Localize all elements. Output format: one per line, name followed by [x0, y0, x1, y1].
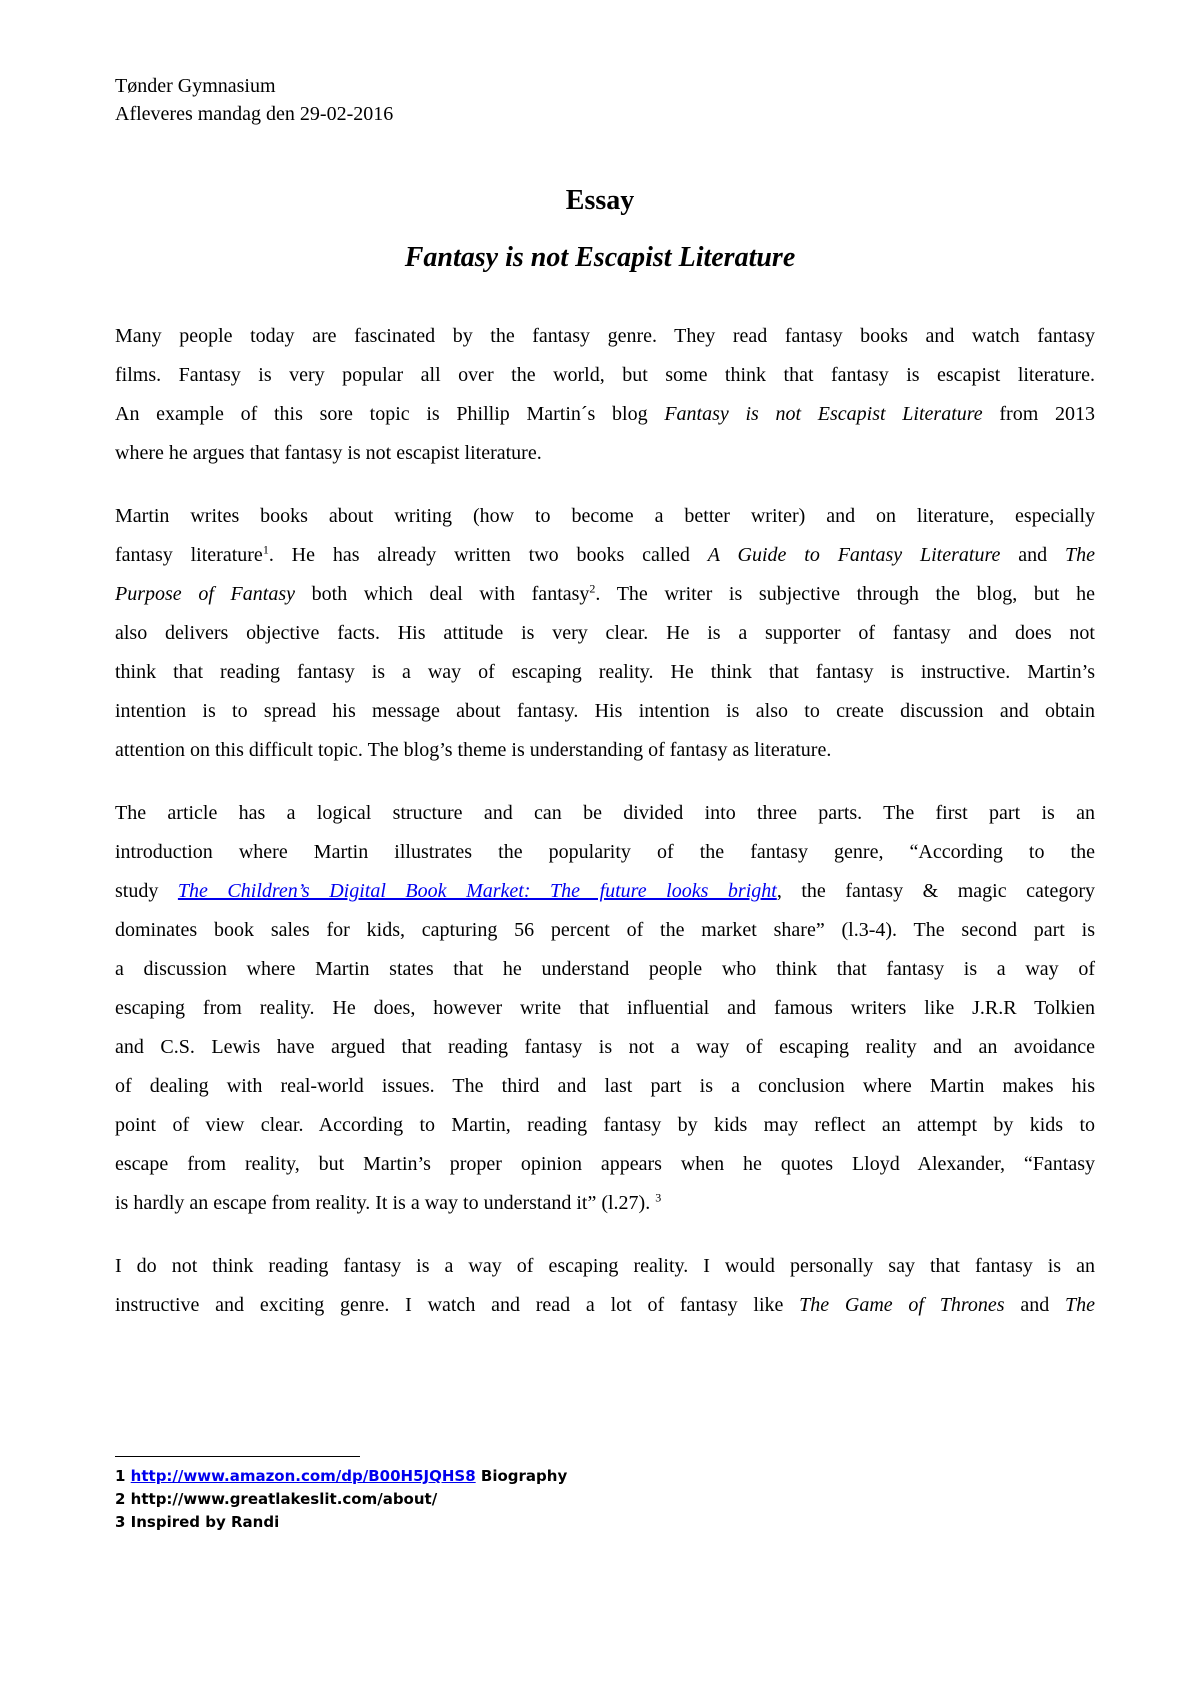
text-line: fantasy literature$^1$. He has already written two books called A Guide to Fantasy Literature and The	[115, 542, 1095, 566]
essay-title: Fantasy is not Escapist Literature	[404, 242, 796, 273]
text-line: instructive and exciting genre. I watch and read a lot of fantasy like The Game of Thrones and The	[115, 1294, 1095, 1316]
series-title: The Game of Thrones	[799, 1294, 1005, 1316]
blog-title: Fantasy is not Escapist Literature	[664, 403, 983, 425]
text-line: also delivers objective facts. His attitude is very clear. He is a supporter of fantasy and does not	[115, 622, 1095, 644]
due-date-line: Afleveres mandag den 29-02-2016	[115, 103, 394, 125]
book-title: The	[1065, 544, 1095, 566]
essay-label: Essay	[565, 185, 635, 216]
footnote-2-text: http://www.greatlakeslit.com/about/	[130, 1490, 438, 1508]
text-line: escape from reality, but Martin’s proper opinion appears when he quotes Lloyd Alexander, “Fantasy	[115, 1153, 1095, 1175]
text-line: and C.S. Lewis have argued that reading fantasy is not a way of escaping reality and an avoidance	[115, 1036, 1095, 1058]
book-title: A Guide to Fantasy Literature	[707, 544, 1001, 566]
text-line: intention is to spread his message about fantasy. His intention is also to create discussion and obtain	[115, 700, 1095, 722]
footnote-3-text: Inspired by Randi	[130, 1513, 280, 1531]
footnote-ref-3: 3	[655, 1190, 662, 1205]
text-line: attention on this difficult topic. The blog’s theme is understanding of fantasy as literature.	[115, 739, 832, 761]
text-line: point of view clear. According to Martin, reading fantasy by kids may reflect an attempt by kids to	[115, 1114, 1095, 1136]
text-line: a discussion where Martin states that he understand people who think that fantasy is a way of	[115, 958, 1095, 980]
footnote-separator	[115, 1456, 360, 1457]
text-line: of dealing with real-world issues. The third and last part is a conclusion where Martin makes his	[115, 1075, 1095, 1097]
text-line: think that reading fantasy is a way of escaping reality. He think that fantasy is instructive. Martin’s	[115, 661, 1095, 683]
text-line: An example of this sore topic is Phillip Martin´s blog Fantasy is not Escapist Literature from 2013	[115, 403, 1095, 425]
footnote-ref-2: 2	[589, 581, 596, 596]
text-line: The article has a logical structure and can be divided into three parts. The first part is an	[115, 802, 1095, 824]
study-link[interactable]: The Children’s Digital Book Market: The future looks bright	[177, 880, 777, 902]
text-line: escaping from reality. He does, however write that influential and famous writers like J.R.R Tolkien	[115, 997, 1095, 1019]
text-line: introduction where Martin illustrates the popularity of the fantasy genre, “According to the	[115, 841, 1095, 863]
text-line: Purpose of Fantasy both which deal with fantasy$^2$. The writer is subjective through the blog, but he	[115, 581, 1095, 605]
footnote-3: 3 Inspired by Randi	[115, 1513, 280, 1531]
text-line: where he argues that fantasy is not escapist literature.	[115, 442, 542, 464]
footnote-ref-1: 1	[262, 542, 269, 557]
book-title: Purpose of Fantasy	[115, 583, 295, 605]
text-line: study The Children’s Digital Book Market: The future looks bright, the fantasy & magic category	[115, 880, 1095, 902]
footnote-2: 2 http://www.greatlakeslit.com/about/	[115, 1490, 438, 1508]
text-line: Martin writes books about writing (how to become a better writer) and on literature, especially	[115, 505, 1095, 527]
text-line: films. Fantasy is very popular all over the world, but some think that fantasy is escapist literature.	[115, 364, 1095, 386]
text-line: dominates book sales for kids, capturing 56 percent of the market share” (l.3-4). The second part is	[115, 919, 1095, 941]
footnote-1: 1 http://www.amazon.com/dp/B00H5JQHS8 Biography	[115, 1467, 568, 1485]
school-name: Tønder Gymnasium	[115, 75, 276, 97]
text-line: is hardly an escape from reality. It is a way to understand it” (l.27). $^3$	[115, 1190, 662, 1214]
text-line: I do not think reading fantasy is a way of escaping reality. I would personally say that fantasy is an	[115, 1255, 1095, 1277]
footnote-1-link[interactable]: http://www.amazon.com/dp/B00H5JQHS8	[130, 1467, 476, 1485]
text-line: Many people today are fascinated by the fantasy genre. They read fantasy books and watch fantasy	[115, 325, 1095, 347]
